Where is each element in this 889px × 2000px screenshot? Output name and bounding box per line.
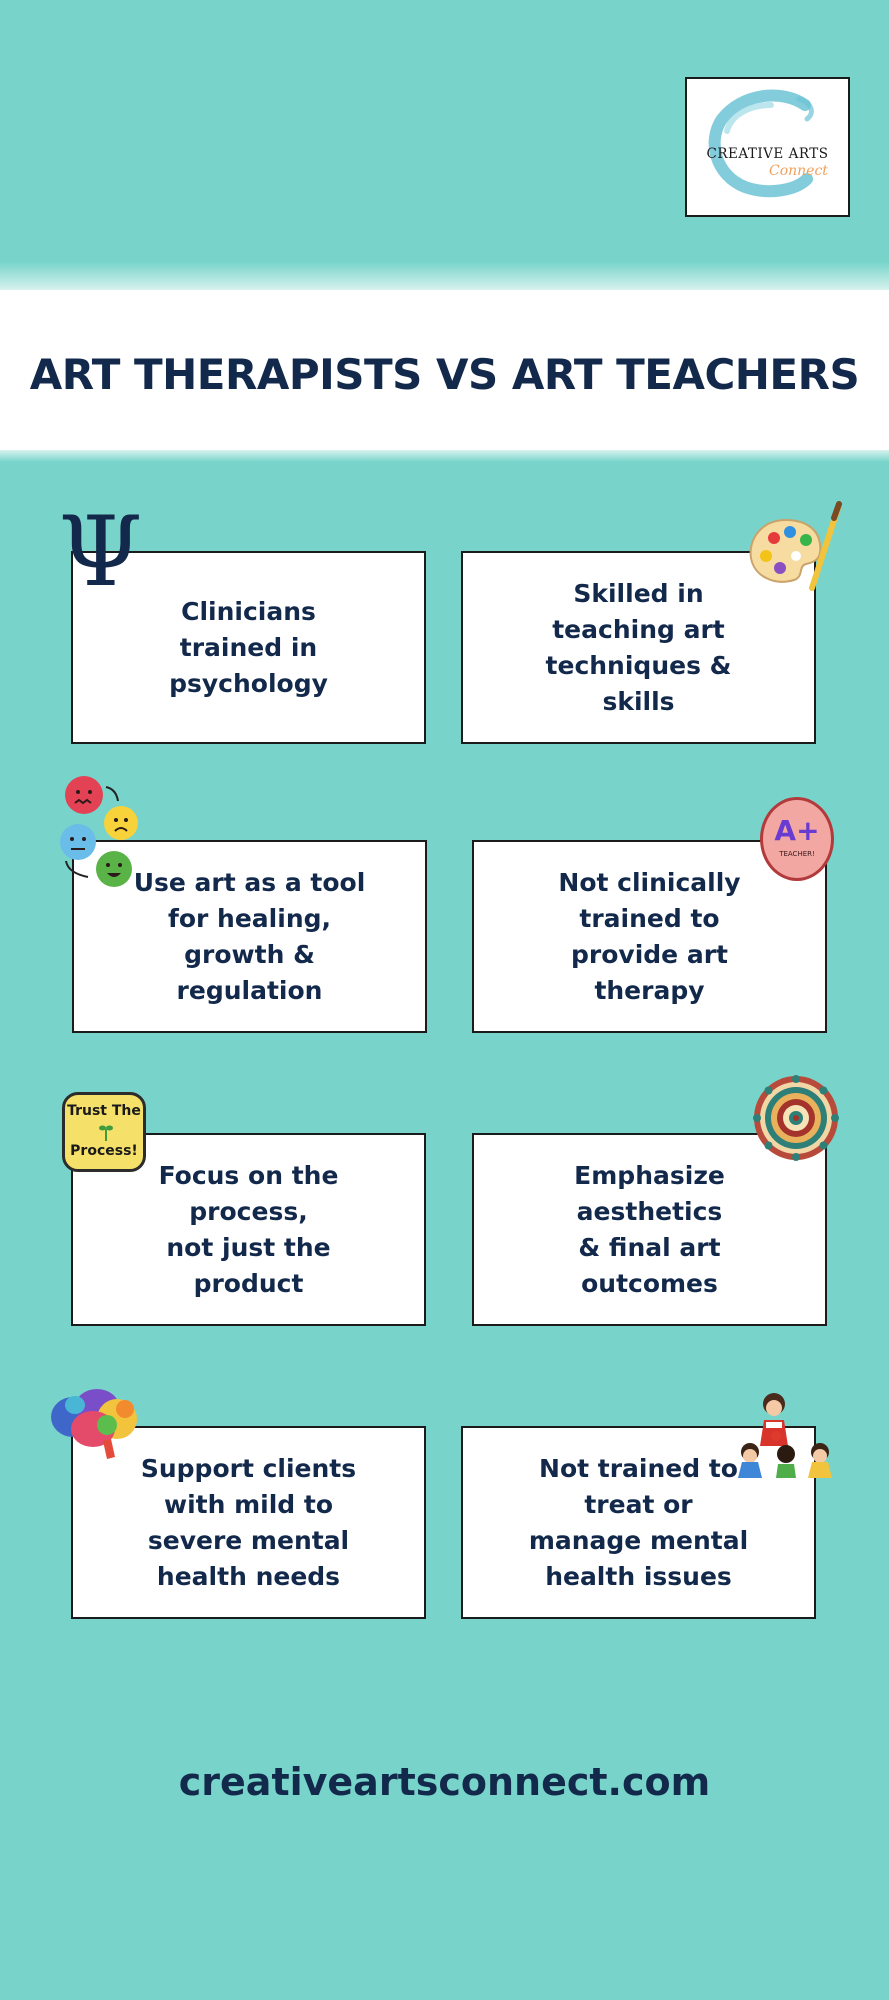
colorful-brain-icon xyxy=(45,1385,143,1467)
teacher-card-text: Not clinically trained to provide art therapy xyxy=(558,867,741,1005)
logo-subtitle: Connect xyxy=(769,163,828,179)
a-plus-badge-icon xyxy=(760,797,834,881)
page-title: ART THERAPISTS VS ART TEACHERS xyxy=(29,350,860,399)
title-band-fade-top xyxy=(0,262,889,290)
teacher-card-text: Not trained to treat or manage mental health issues xyxy=(528,1453,749,1591)
emotion-faces-icon xyxy=(58,773,142,891)
logo-title: CREATIVE ARTS xyxy=(706,146,829,162)
teacher-with-kids-icon xyxy=(736,1390,834,1478)
trust-badge-line2: Process! xyxy=(70,1143,138,1159)
teacher-card-text: Emphasize aesthetics & final art outcomes xyxy=(574,1160,725,1298)
trust-the-process-icon xyxy=(62,1092,146,1172)
sprout-icon xyxy=(99,1121,113,1141)
palette-icon xyxy=(746,500,846,600)
therapist-card-text: Focus on the process, not just the product xyxy=(158,1160,339,1298)
grade-badge-caption: TEACHER! xyxy=(779,850,815,858)
teacher-card-text: Skilled in teaching art techniques & skills xyxy=(545,578,732,716)
psi-icon xyxy=(58,496,143,608)
therapist-card-text: Use art as a tool for healing, growth & regulation xyxy=(133,867,366,1005)
psi-symbol: Ψ xyxy=(58,496,143,608)
therapist-card-text: Support clients with mild to severe mental health needs xyxy=(140,1453,357,1591)
footer-website-url: creativeartsconnect.com xyxy=(178,1760,711,1804)
mandala-icon xyxy=(752,1074,840,1162)
brand-logo xyxy=(685,77,850,217)
trust-badge-line1: Trust The xyxy=(67,1103,141,1119)
title-band-fade-bottom xyxy=(0,450,889,462)
therapist-card-text: Clinicians trained in psychology xyxy=(169,596,328,698)
grade-badge-text: A+ xyxy=(774,814,820,847)
